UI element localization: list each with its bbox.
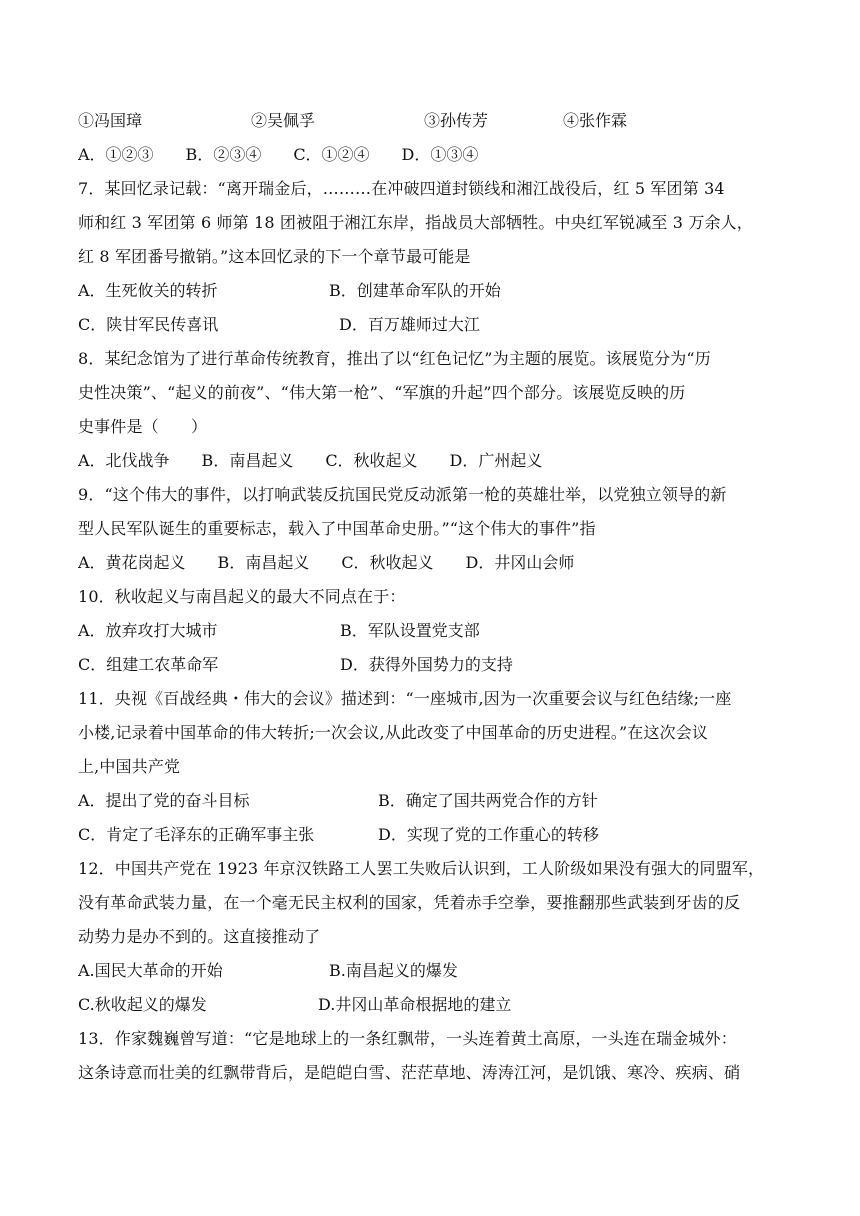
question-11-text: 小楼,记录着中国革命的伟大转折;一次会议,从此改变了中国革命的历史进程。”在这次会议 — [78, 723, 709, 742]
choice-line — [78, 818, 788, 852]
choice-line: A．北伐战争 B．南昌起义 C．秋收起义 D．广州起义 — [78, 451, 543, 470]
question-13-text: 13．作家魏巍曾写道：“它是地球上的一条红飘带，一头连着黄土高原，一头连在瑞金城外： — [78, 1029, 737, 1048]
option-1: ①冯国璋 — [78, 111, 143, 130]
choice-line — [78, 614, 788, 648]
choice-b: B.南昌起义的爆发 — [329, 961, 458, 980]
choice-line — [78, 988, 788, 1022]
question-12-text: 12．中国共产党在 1923 年京汉铁路工人罢工失败后认识到，工人阶级如果没有强大的同盟军， — [78, 859, 765, 878]
choice-line: A．①②③ B．②③④ C．①②④ D．①③④ — [78, 145, 479, 164]
question-7-text: 师和红 3 军团第 6 师第 18 团被阻于湘江东岸，指战员大部牺牲。中央红军锐减至 3 万余人， — [78, 213, 753, 232]
choice-c: C．肯定了毛泽东的正确军事主张 — [78, 825, 315, 844]
option-2: ②吴佩孚 — [251, 111, 316, 130]
question-9-text: 9．“这个伟大的事件，以打响武装反抗国民党反动派第一枪的英雄壮举，以党独立领导的新 — [78, 485, 727, 504]
choice-b: B．确定了国共两党合作的方针 — [378, 791, 598, 810]
question-7-text: 7．某回忆录记载：“离开瑞金后，………在冲破四道封锁线和湘江战役后，红 5 军团第 34 — [78, 179, 725, 198]
choice-d: D．获得外国势力的支持 — [340, 655, 513, 674]
choice-line — [78, 784, 788, 818]
question-10-text: 10．秋收起义与南昌起义的最大不同点在于： — [78, 587, 406, 606]
option-3: ③孙传芳 — [424, 111, 489, 130]
choice-c: C.秋收起义的爆发 — [78, 995, 207, 1014]
choice-c: C．陕甘军民传喜讯 — [78, 315, 219, 334]
question-8-text: 史事件是（ ） — [78, 417, 208, 436]
question-9-text: 型人民军队诞生的重要标志，载入了中国革命史册。”“这个伟大的事件”指 — [78, 519, 596, 538]
choice-line — [78, 648, 788, 682]
choice-line: A．黄花岗起义 B．南昌起义 C．秋收起义 D．井冈山会师 — [78, 553, 575, 572]
choice-b: B．军队设置党支部 — [340, 621, 480, 640]
question-7-text: 红 8 军团番号撤销。”这本回忆录的下一个章节最可能是 — [78, 247, 471, 266]
choice-a: A.国民大革命的开始 — [78, 961, 223, 980]
question-13-text: 这条诗意而壮美的红飘带背后，是皑皑白雪、茫茫草地、涛涛江河，是饥饿、寒冷、疾病、硝 — [78, 1063, 741, 1082]
answer-options-line — [78, 104, 788, 138]
question-8-text: 史性决策”、“起义的前夜”、“伟大第一枪”、“军旗的升起”四个部分。该展览反映的历 — [78, 383, 686, 402]
choice-d: D．百万雄师过大江 — [339, 315, 480, 334]
question-12-text: 动势力是办不到的。这直接推动了 — [78, 927, 321, 946]
choice-a: A．生死攸关的转折 — [78, 281, 218, 300]
question-8-text: 8．某纪念馆为了进行革命传统教育，推出了以“红色记忆”为主题的展览。该展览分为“历 — [78, 349, 711, 368]
choice-d: D．实现了党的工作重心的转移 — [378, 825, 599, 844]
choice-a: A．放弃攻打大城市 — [78, 621, 218, 640]
question-11-text: 11．央视《百战经典・伟大的会议》描述到：“一座城市,因为一次重要会议与红色结缘;一座 — [78, 689, 732, 708]
choice-b: B．创建革命军队的开始 — [329, 281, 501, 300]
option-4: ④张作霖 — [563, 111, 628, 130]
choice-line — [78, 954, 788, 988]
choice-line — [78, 274, 788, 308]
choice-d: D.井冈山革命根据地的建立 — [318, 995, 512, 1014]
choice-a: A．提出了党的奋斗目标 — [78, 791, 250, 810]
choice-c: C．组建工农革命军 — [78, 655, 219, 674]
question-11-text: 上,中国共产党 — [78, 757, 181, 776]
choice-line — [78, 308, 788, 342]
question-12-text: 没有革命武装力量，在一个毫无民主权利的国家，凭着赤手空拳，要推翻那些武装到牙齿的反 — [78, 893, 741, 912]
